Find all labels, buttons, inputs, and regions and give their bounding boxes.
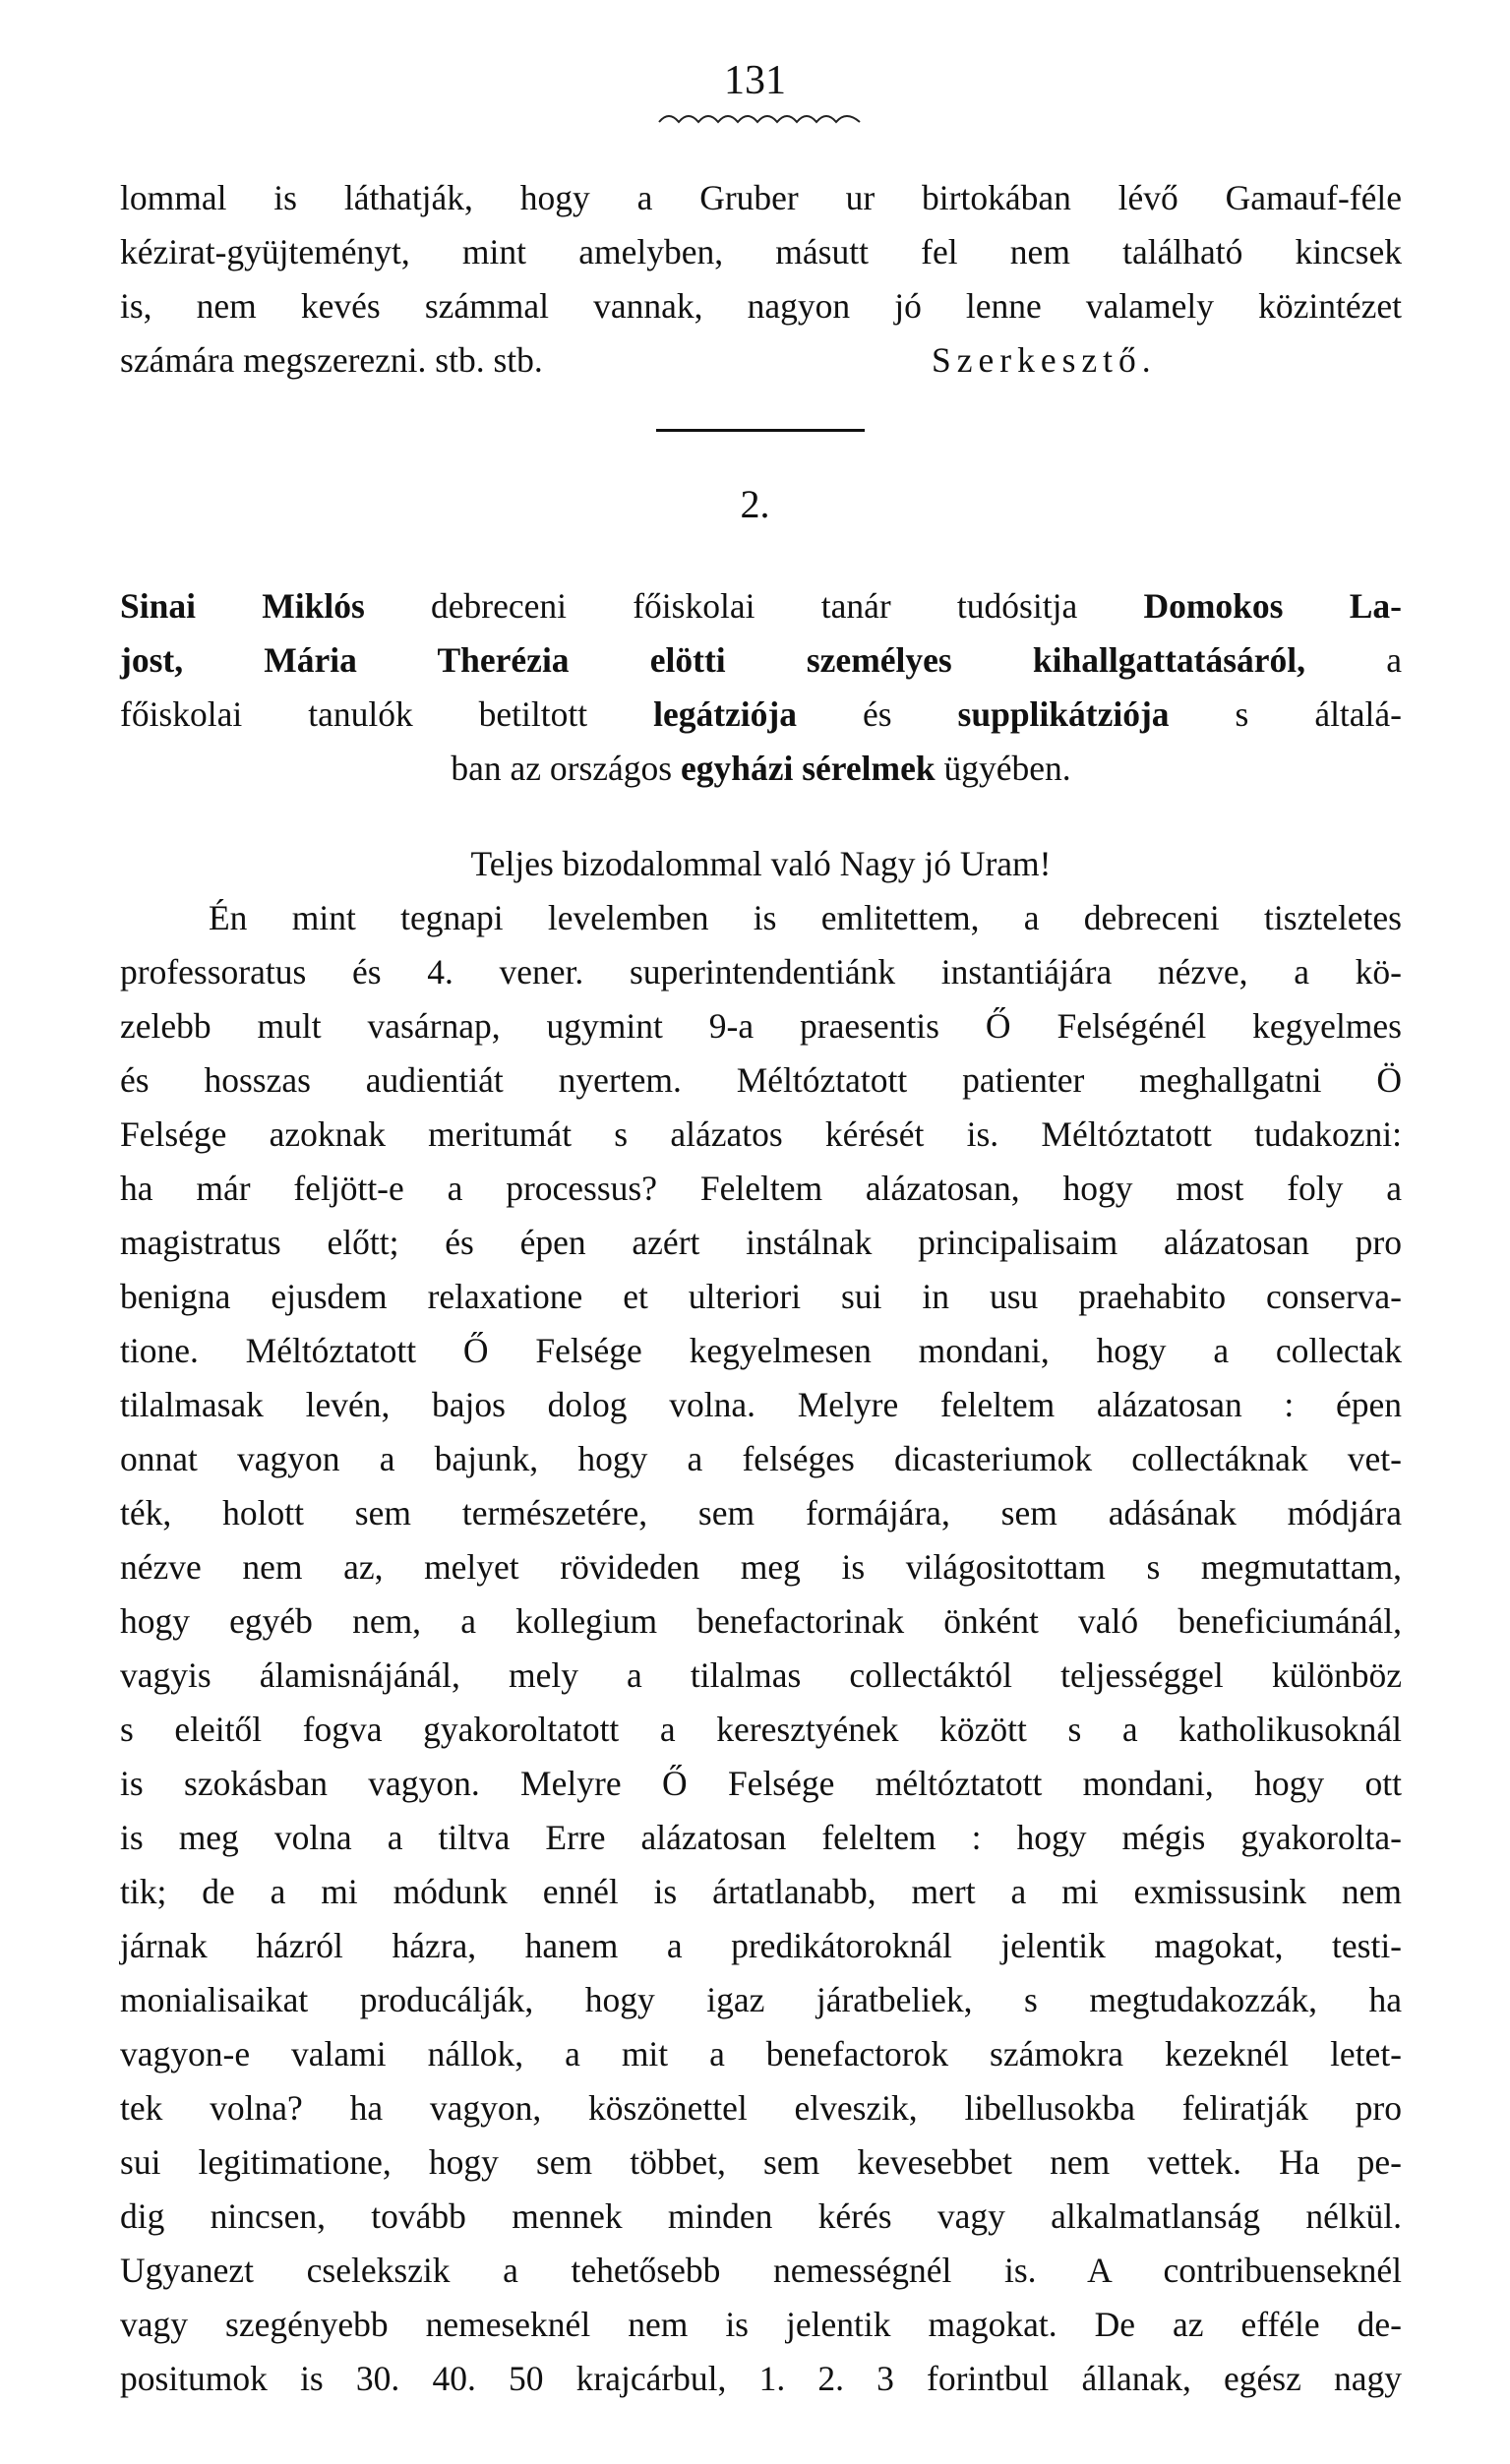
text-line: zelebb mult vasárnap, ugymint 9-a praesentis Ő Felségénél kegyelmes bbox=[120, 1006, 1402, 1046]
text-line: tione. Méltóztatott Ő Felsége kegyelmesen mondani, hogy a collectak bbox=[120, 1331, 1402, 1370]
heading-name: Domokos La- bbox=[1143, 586, 1402, 626]
text-line: tilalmasak levén, bajos dolog volna. Melyre feleltem alázatosan : épen bbox=[120, 1385, 1402, 1424]
text-line: ha már feljött-e a processus? Feleltem alázatosan, hogy most foly a bbox=[120, 1169, 1402, 1208]
text-line: vagy szegényebb nemeseknél nem is jelentik magokat. De az efféle de- bbox=[120, 2305, 1402, 2344]
heading-text: s általá- bbox=[1169, 694, 1402, 734]
heading-text: ban az országos bbox=[451, 749, 681, 788]
heading-line bbox=[120, 639, 1402, 681]
text-line: monialisaikat producálják, hogy igaz járatbeliek, s megtudakozzák, ha bbox=[120, 1980, 1402, 2019]
heading-bold: jost, Mária Therézia elötti személyes kihallgattatásáról, bbox=[120, 640, 1306, 680]
salutation: Teljes bizodalommal való Nagy jó Uram! bbox=[470, 844, 1052, 883]
section-divider bbox=[656, 429, 865, 432]
heading-line bbox=[120, 585, 1402, 627]
text-line: és hosszas audientiát nyertem. Méltóztatott patienter meghallgatni Ö bbox=[120, 1060, 1402, 1100]
text-line: is szokásban vagyon. Melyre Ő Felsége méltóztatott mondani, hogy ott bbox=[120, 1764, 1402, 1803]
text-line: vagyis álamisnájánál, mely a tilalmas collectáktól teljességgel különböz bbox=[120, 1655, 1402, 1695]
text-line: benigna ejusdem relaxatione et ulteriori sui in usu praehabito conserva- bbox=[120, 1277, 1402, 1316]
text-line: s eleitől fogva gyakoroltatott a keresztyének között s a katholikusoknál bbox=[120, 1710, 1402, 1749]
text-line: vagyon-e valami nállok, a mit a benefactorok számokra kezeknél letet- bbox=[120, 2034, 1402, 2073]
section-number: 2. bbox=[740, 482, 770, 526]
text-line: magistratus előtt; és épen azért instálnak principalisaim alázatosan pro bbox=[120, 1223, 1402, 1262]
text-line: dig nincsen, tovább mennek minden kérés vagy alkalmatlanság nélkül. bbox=[120, 2196, 1402, 2236]
text-line: ték, holott sem természetére, sem formájára, sem adásának módjára bbox=[120, 1493, 1402, 1532]
heading-text: főiskolai tanulók betiltott bbox=[120, 694, 654, 734]
heading-bold: supplikátziója bbox=[957, 694, 1170, 734]
text-line: positumok is 30. 40. 50 krajcárbul, 1. 2. 3 forintbul állanak, egész nagy bbox=[120, 2359, 1402, 2398]
text-line: onnat vagyon a bajunk, hogy a felséges dicasteriumok collectáknak vet- bbox=[120, 1439, 1402, 1478]
heading-bold: legátziója bbox=[653, 694, 797, 734]
text-line bbox=[120, 339, 1402, 381]
heading-text: a bbox=[1305, 640, 1403, 680]
page-number: 131 bbox=[724, 58, 786, 103]
heading-name: Sinai Miklós bbox=[120, 586, 365, 626]
heading-bold: egyházi sérelmek bbox=[680, 749, 936, 788]
text-line: is, nem kevés számmal vannak, nagyon jó lenne valamely közintézet bbox=[120, 286, 1402, 326]
text-line: járnak házról házra, hanem a predikátoroknál jelentik magokat, testi- bbox=[120, 1926, 1402, 1965]
heading-line bbox=[120, 693, 1402, 735]
text-line: Felsége azoknak meritumát s alázatos kérését is. Méltóztatott tudakozni: bbox=[120, 1114, 1402, 1154]
text-line: professoratus és 4. vener. superintendentiánk instantiájára nézve, a kö- bbox=[120, 952, 1402, 992]
text-line: Én mint tegnapi levelemben is emlitettem, a debreceni tiszteletes bbox=[209, 898, 1402, 937]
heading-text: és bbox=[796, 694, 958, 734]
signature: Szerkesztő. bbox=[932, 340, 1157, 380]
text-line: tek volna? ha vagyon, köszönettel elveszik, libellusokba feliratják pro bbox=[120, 2088, 1402, 2128]
heading-line bbox=[120, 748, 1402, 789]
heading-text: debreceni főiskolai tanár tudósitja bbox=[364, 586, 1144, 626]
text-line: lommal is láthatják, hogy a Gruber ur birtokában lévő Gamauf-féle bbox=[120, 178, 1402, 217]
text-line: hogy egyéb nem, a kollegium benefactorinak önként való beneficiumánál, bbox=[120, 1601, 1402, 1641]
text-line: tik; de a mi módunk ennél is ártatlanabb, mert a mi exmissusink nem bbox=[120, 1872, 1402, 1911]
intro-last-text: számára megszerezni. stb. stb. bbox=[120, 340, 543, 380]
text-line: nézve nem az, melyet rövideden meg is világositottam s megmutattam, bbox=[120, 1547, 1402, 1587]
ornament-rule bbox=[657, 106, 864, 128]
text-line: kézirat-gyüjteményt, mint amelyben, másutt fel nem található kincsek bbox=[120, 232, 1402, 271]
text-line: Ugyanezt cselekszik a tehetősebb nemességnél is. A contribuenseknél bbox=[120, 2251, 1402, 2290]
heading-text: ügyében. bbox=[935, 749, 1071, 788]
text-line: sui legitimatione, hogy sem többet, sem kevesebbet nem vettek. Ha pe- bbox=[120, 2142, 1402, 2182]
text-line: is meg volna a tiltva Erre alázatosan feleltem : hogy mégis gyakorolta- bbox=[120, 1818, 1402, 1857]
